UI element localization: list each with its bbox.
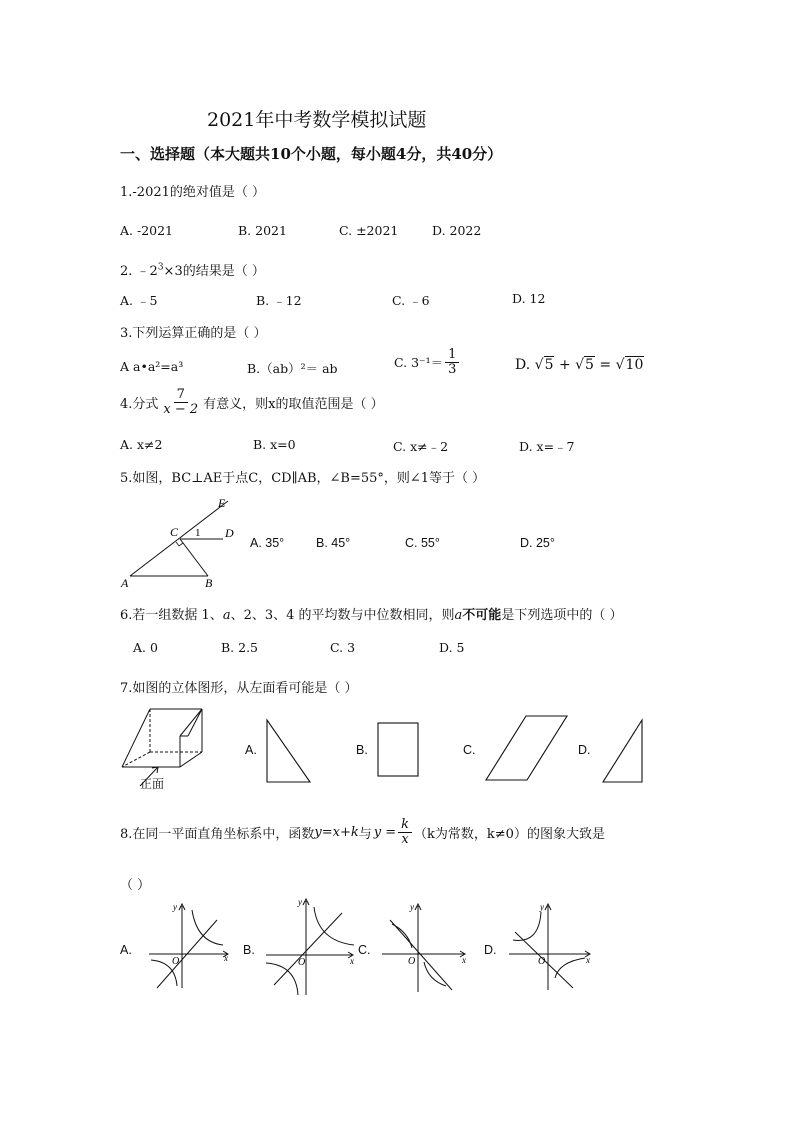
q3-equals: = — [599, 357, 612, 373]
q1-option-c[interactable]: C. ±2021 — [339, 223, 399, 238]
q2-option-b[interactable]: B. ﹣12 — [256, 293, 302, 308]
q4-stem-post: 有意义，则x的取值范围是（ ） — [203, 396, 384, 412]
q8-answer-paren: （ ） — [120, 878, 151, 893]
q7-option-a[interactable]: A. — [245, 743, 257, 757]
q6-variable-a-2: a — [454, 608, 463, 623]
q2-option-d[interactable]: D. 12 — [512, 291, 546, 306]
label-e: E — [218, 496, 226, 510]
q1-option-a[interactable]: A. -2021 — [120, 223, 174, 238]
graph-c-origin: O — [408, 956, 416, 967]
q4-fraction — [160, 388, 201, 416]
q6-stem-mid: 、2、3、4 的平均数与中位数相同，则 — [230, 608, 455, 623]
question-7-stem: 7.如图的立体图形，从左面看可能是（ ） — [120, 681, 358, 696]
q4-option-c[interactable]: C. x≠﹣2 — [393, 439, 449, 454]
q2-option-c[interactable]: C. ﹣6 — [392, 293, 430, 308]
q4-option-a[interactable]: A. x≠2 — [120, 437, 163, 452]
q3-sqrt-a: 5 — [544, 357, 554, 373]
question-4-stem — [120, 388, 384, 416]
q3-sqrt-b: 5 — [585, 357, 594, 373]
graph-a-x-label: x — [224, 953, 228, 963]
q4-frac-num: 7 — [174, 388, 188, 403]
q4-option-d[interactable]: D. x=﹣7 — [519, 439, 575, 454]
q6-emphasis: 不可能 — [462, 608, 502, 623]
q7-option-b[interactable]: B. — [356, 743, 368, 757]
q8-fraction — [398, 818, 412, 846]
graph-d-y-label: y — [540, 902, 544, 912]
label-b: B — [205, 576, 213, 590]
q1-option-d[interactable]: D. 2022 — [432, 223, 482, 238]
q4-option-b[interactable]: B. x=0 — [253, 437, 296, 452]
q6-option-b[interactable]: B. 2.5 — [221, 640, 259, 655]
q8-stem-mid: 与 — [358, 826, 372, 842]
prism-front-slant — [180, 709, 202, 736]
q7-option-b-rectangle — [375, 720, 421, 780]
graph-c-y-label: y — [410, 902, 414, 912]
q3-frac-den: 3 — [448, 361, 457, 377]
q8-graph-b — [262, 893, 362, 998]
label-c: C — [170, 525, 179, 539]
q7-3d-prism-figure — [118, 704, 218, 796]
q5-option-c[interactable]: C. 55° — [405, 536, 440, 550]
q8-stem-pre: 8.在同一平面直角坐标系中，函数 — [120, 826, 315, 842]
q8-frac-num: k — [398, 818, 412, 833]
section-heading: 一、选择题（本大题共10个小题，每小题4分，共40分） — [120, 145, 503, 163]
q6-stem-pre: 6.若一组数据 1、 — [120, 608, 223, 623]
q5-option-b[interactable]: B. 45° — [316, 536, 351, 550]
q3-option-c-label: C. 3⁻¹＝ — [394, 355, 444, 371]
graph-c-x-label: x — [462, 955, 466, 965]
label-angle-1: 1 — [195, 527, 201, 539]
q3-option-c[interactable] — [394, 348, 461, 376]
page-title: 2021年中考数学模拟试题 — [207, 109, 427, 131]
question-6-stem — [120, 604, 622, 623]
q3-option-a[interactable]: A a•a²=a³ — [120, 359, 184, 374]
q3-option-d-label: D. — [515, 357, 531, 373]
question-1-stem: 1.-2021的绝对值是（ ） — [120, 185, 266, 200]
q5-option-a[interactable]: A. 35° — [250, 536, 285, 550]
q7-option-c-parallelogram — [482, 712, 572, 784]
q3-option-b[interactable]: B.（ab）²＝ ab — [247, 361, 338, 376]
q6-option-c[interactable]: C. 3 — [330, 640, 356, 655]
q8-frac-den: x — [401, 831, 409, 847]
graph-b-origin: O — [298, 957, 306, 968]
line-bc — [180, 539, 208, 576]
q7-option-d[interactable]: D. — [578, 743, 591, 757]
prism-mid-slant — [188, 709, 202, 736]
q3-plus: + — [558, 357, 571, 373]
right-angle-mark — [176, 542, 183, 546]
q6-option-d[interactable]: D. 5 — [439, 640, 465, 655]
q8-graph-c — [378, 898, 473, 996]
label-a: A — [121, 576, 129, 590]
q8-option-c[interactable]: C. — [358, 943, 371, 957]
q8-option-a[interactable]: A. — [120, 943, 132, 957]
graph-a-y-label: y — [173, 902, 177, 912]
question-2-stem — [120, 260, 265, 279]
label-d: D — [225, 526, 234, 540]
q8-option-d[interactable]: D. — [484, 943, 497, 957]
question-3-stem: 3.下列运算正确的是（ ） — [120, 326, 267, 341]
q8-option-b[interactable]: B. — [243, 943, 255, 957]
graph-d-origin: O — [538, 956, 546, 967]
graph-b-y-label: y — [298, 897, 302, 907]
q8-inverse-lhs: y = — [373, 824, 397, 840]
q4-stem-pre: 4.分式 — [120, 396, 159, 412]
q8-linear-function: y=x+k — [314, 824, 359, 840]
q6-stem-post: 是下列选项中的（ ） — [501, 608, 623, 623]
q3-option-d[interactable]: D. √5 + √5 = √10 — [515, 357, 644, 373]
prism-bottom-right — [180, 752, 202, 767]
question-8-stem — [120, 818, 605, 846]
q6-option-a[interactable]: A. 0 — [133, 640, 158, 655]
q8-graph-a — [145, 898, 235, 993]
q3-fraction — [445, 348, 459, 376]
q2-stem-post: ×3的结果是（ ） — [163, 264, 265, 279]
question-5-stem: 5.如图，BC⊥AE于点C，CD∥AB，∠B=55°，则∠1等于（ ） — [120, 471, 486, 486]
q3-frac-num: 1 — [445, 348, 459, 363]
q2-exponent: 3 — [157, 262, 164, 273]
prism-left-slant — [122, 709, 150, 767]
q7-option-c[interactable]: C. — [463, 743, 476, 757]
q5-option-d[interactable]: D. 25° — [520, 536, 555, 550]
graph-b-x-label: x — [350, 956, 354, 966]
q7-option-d-triangle — [600, 717, 650, 785]
q4-frac-den: x − 2 — [163, 401, 199, 417]
q2-stem-pre: 2. ﹣2 — [120, 264, 158, 279]
q8-stem-post: （k为常数，k≠0）的图象大致是 — [414, 826, 605, 842]
q2-option-a[interactable]: A. ﹣5 — [120, 293, 158, 308]
q1-option-b[interactable]: B. 2021 — [238, 223, 287, 238]
front-label: 正面 — [140, 777, 165, 791]
graph-a-origin: O — [172, 956, 180, 967]
q5-geometry-figure — [118, 493, 238, 593]
q7-option-a-triangle — [262, 717, 314, 785]
q6-variable-a: a — [222, 608, 231, 623]
prism-hidden-diag — [122, 752, 150, 767]
q3-sqrt-c: 10 — [625, 357, 644, 373]
q8-graph-d — [505, 898, 600, 993]
graph-d-x-label: x — [586, 955, 590, 965]
